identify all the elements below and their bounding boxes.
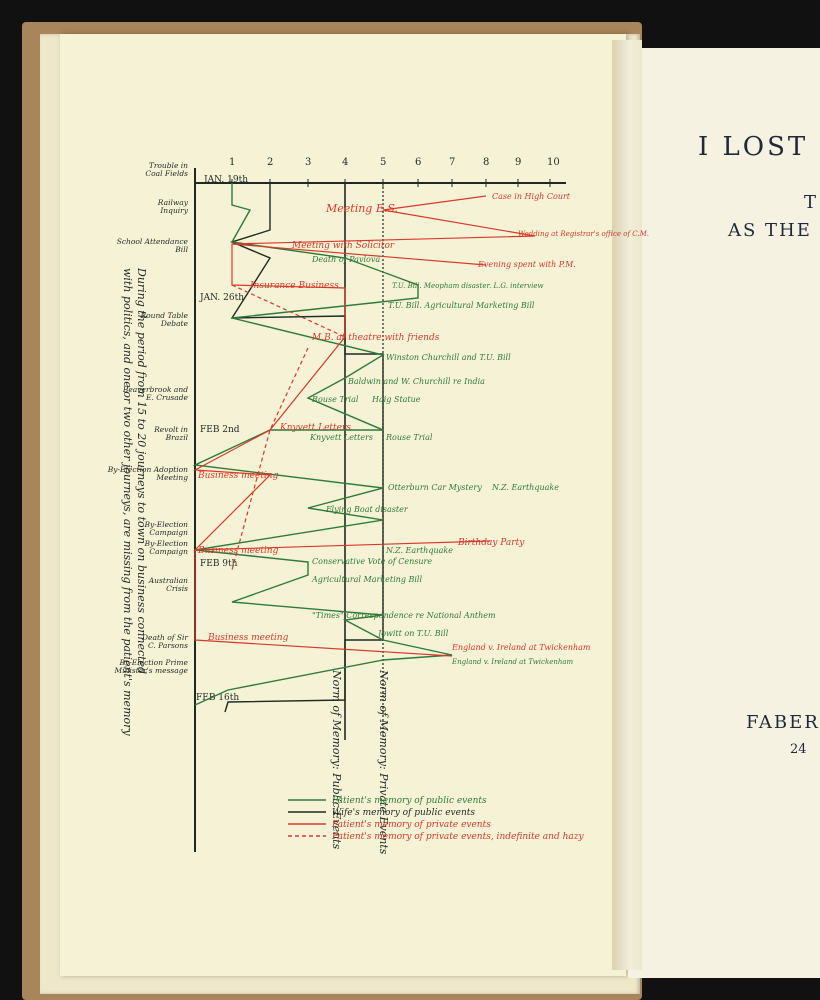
private-event-label: Birthday Party bbox=[458, 538, 525, 548]
svg-text:C. Parsons: C. Parsons bbox=[147, 641, 188, 650]
svg-text:Campaign: Campaign bbox=[149, 547, 188, 556]
norm-private-label: Norm of Memory: Private Events bbox=[377, 670, 390, 855]
public-event-label: Winston Churchill and T.U. Bill bbox=[386, 353, 511, 362]
legend-item bbox=[288, 796, 487, 806]
x-tick-label: 1 bbox=[229, 157, 236, 168]
book-title-line3: AS THE bbox=[728, 220, 812, 241]
x-tick-label: 9 bbox=[515, 157, 522, 168]
legend-item bbox=[288, 832, 584, 842]
x-tick-label: 8 bbox=[483, 157, 490, 168]
private-event-label: Business meeting bbox=[198, 546, 279, 556]
public-event-label: Death of Pavlova bbox=[312, 255, 381, 264]
svg-text:Debate: Debate bbox=[160, 319, 188, 328]
svg-text:School Attendance: School Attendance bbox=[116, 237, 188, 246]
public-event-label: T.U. Bill. Agricultural Marketing Bill bbox=[388, 301, 535, 310]
x-tick-label: 3 bbox=[305, 157, 312, 168]
side-note-line1: During the period from 15 to 20 journeys to town on business connected bbox=[135, 268, 148, 675]
publisher-address: 24 bbox=[790, 742, 807, 757]
public-event-label: "Times" Correspondence re National Anthem bbox=[312, 611, 496, 620]
private-event-label: M.B. at theatre with friends bbox=[312, 333, 440, 343]
public-event-label: Jowitt on T.U. Bill bbox=[378, 629, 449, 638]
svg-text:By-Election Adoption: By-Election Adoption bbox=[107, 465, 188, 474]
svg-text:Patient's memory of private ev: Patient's memory of private events bbox=[332, 820, 491, 830]
svg-text:Trouble in: Trouble in bbox=[148, 161, 188, 170]
svg-text:Crisis: Crisis bbox=[166, 584, 188, 593]
legend-item bbox=[288, 808, 475, 818]
svg-text:Australian: Australian bbox=[148, 576, 188, 585]
svg-text:Revolt in: Revolt in bbox=[154, 425, 188, 434]
svg-text:Death of Sir: Death of Sir bbox=[142, 633, 188, 642]
private-event-label: Meeting E.S. bbox=[326, 202, 399, 215]
svg-text:Campaign: Campaign bbox=[149, 528, 188, 537]
public-event-label: N.Z. Earthquake bbox=[386, 546, 453, 555]
x-tick-label: 7 bbox=[449, 157, 456, 168]
public-event-label: Rouse Trial bbox=[312, 395, 359, 404]
svg-text:By-Election: By-Election bbox=[144, 539, 188, 548]
hazy-line-1 bbox=[232, 285, 345, 337]
y-label bbox=[153, 425, 188, 442]
svg-text:Meeting: Meeting bbox=[156, 473, 188, 482]
svg-text:Patient's memory of private ev: Patient's memory of private events, indefinite and hazy bbox=[332, 832, 584, 842]
public-event-labels bbox=[309, 255, 574, 666]
svg-text:Minister's message: Minister's message bbox=[114, 666, 188, 675]
legend-item bbox=[288, 820, 491, 830]
public-event-label: Baldwin and W. Churchill re India bbox=[348, 377, 485, 386]
svg-text:By-Election Prime: By-Election Prime bbox=[119, 658, 188, 667]
private-event-label: Wedding at Registrar's office of C.M. bbox=[518, 230, 649, 238]
public-event-label: N.Z. Earthquake bbox=[492, 483, 559, 492]
date-label: JAN. 19th bbox=[204, 175, 248, 185]
svg-text:Coal Fields: Coal Fields bbox=[145, 169, 188, 178]
publisher-name: FABER bbox=[746, 712, 820, 733]
private-event-label: Meeting with Solicitor bbox=[292, 241, 395, 251]
norm-public-label: Norm of Memory: Public Events bbox=[330, 670, 343, 850]
public-event-label: Conservative Vote of Censure bbox=[312, 557, 433, 566]
public-event-label: Knyvett Letters bbox=[310, 433, 374, 442]
x-tick-label: 2 bbox=[267, 157, 274, 168]
public-event-label: Otterburn Car Mystery bbox=[388, 483, 482, 492]
private-event-label: Knyvett Letters bbox=[280, 423, 351, 433]
public-event-label: England v. Ireland at Twickenham bbox=[452, 658, 574, 666]
date-labels bbox=[196, 175, 248, 703]
private-event-label: Business meeting bbox=[198, 471, 279, 481]
x-tick-label: 6 bbox=[415, 157, 422, 168]
svg-text:Round Table: Round Table bbox=[140, 311, 188, 320]
public-event-label: Rouse Trial bbox=[386, 433, 433, 442]
date-label: FEB 9th bbox=[200, 559, 238, 569]
private-event-label: Evening spent with P.M. bbox=[478, 260, 576, 269]
x-tick-label: 5 bbox=[380, 157, 387, 168]
y-label bbox=[117, 237, 189, 254]
x-tick-label: 4 bbox=[342, 157, 349, 168]
x-tick-label: 10 bbox=[547, 157, 560, 168]
private-event-label: Insurance Business bbox=[250, 281, 339, 291]
public-event-label: Agricultural Marketing Bill bbox=[312, 575, 423, 584]
y-label bbox=[143, 520, 188, 537]
private-event-labels bbox=[197, 192, 649, 652]
svg-text:Railway: Railway bbox=[157, 198, 188, 207]
private-event-label: Case in High Court bbox=[492, 192, 571, 201]
private-event-label: Business meeting bbox=[208, 633, 289, 643]
y-label bbox=[148, 576, 188, 593]
hazy-line-2 bbox=[232, 348, 308, 570]
svg-text:Wife's memory of public events: Wife's memory of public events bbox=[332, 808, 475, 818]
date-label: JAN. 26th bbox=[200, 293, 244, 303]
svg-text:Bill: Bill bbox=[175, 245, 188, 254]
book-title-line1: I LOST bbox=[698, 132, 809, 162]
svg-text:Inquiry: Inquiry bbox=[160, 206, 188, 215]
svg-text:Patient's memory of public eve: Patient's memory of public events bbox=[332, 796, 487, 806]
public-event-label: T.U. Bill. Meopham disaster. L.G. interview bbox=[392, 282, 544, 290]
date-label: FEB 16th bbox=[196, 693, 240, 703]
svg-text:Beaverbrook and: Beaverbrook and bbox=[122, 385, 188, 394]
private-event-label: England v. Ireland at Twickenham bbox=[452, 643, 591, 652]
date-label: FEB 2nd bbox=[200, 425, 240, 435]
svg-text:Brazil: Brazil bbox=[165, 433, 188, 442]
side-note-line2: with politics, and one or two other journeys, are missing from the patient's memory bbox=[121, 268, 134, 736]
y-label bbox=[145, 161, 188, 178]
book-title-line2: T bbox=[804, 192, 817, 213]
y-label bbox=[143, 539, 188, 556]
public-event-label: Haig Statue bbox=[372, 395, 421, 404]
svg-text:E. Crusade: E. Crusade bbox=[146, 393, 188, 402]
public-event-label: Flying Boat disaster bbox=[326, 505, 408, 514]
y-label bbox=[157, 198, 189, 215]
svg-text:By-Election: By-Election bbox=[144, 520, 188, 529]
